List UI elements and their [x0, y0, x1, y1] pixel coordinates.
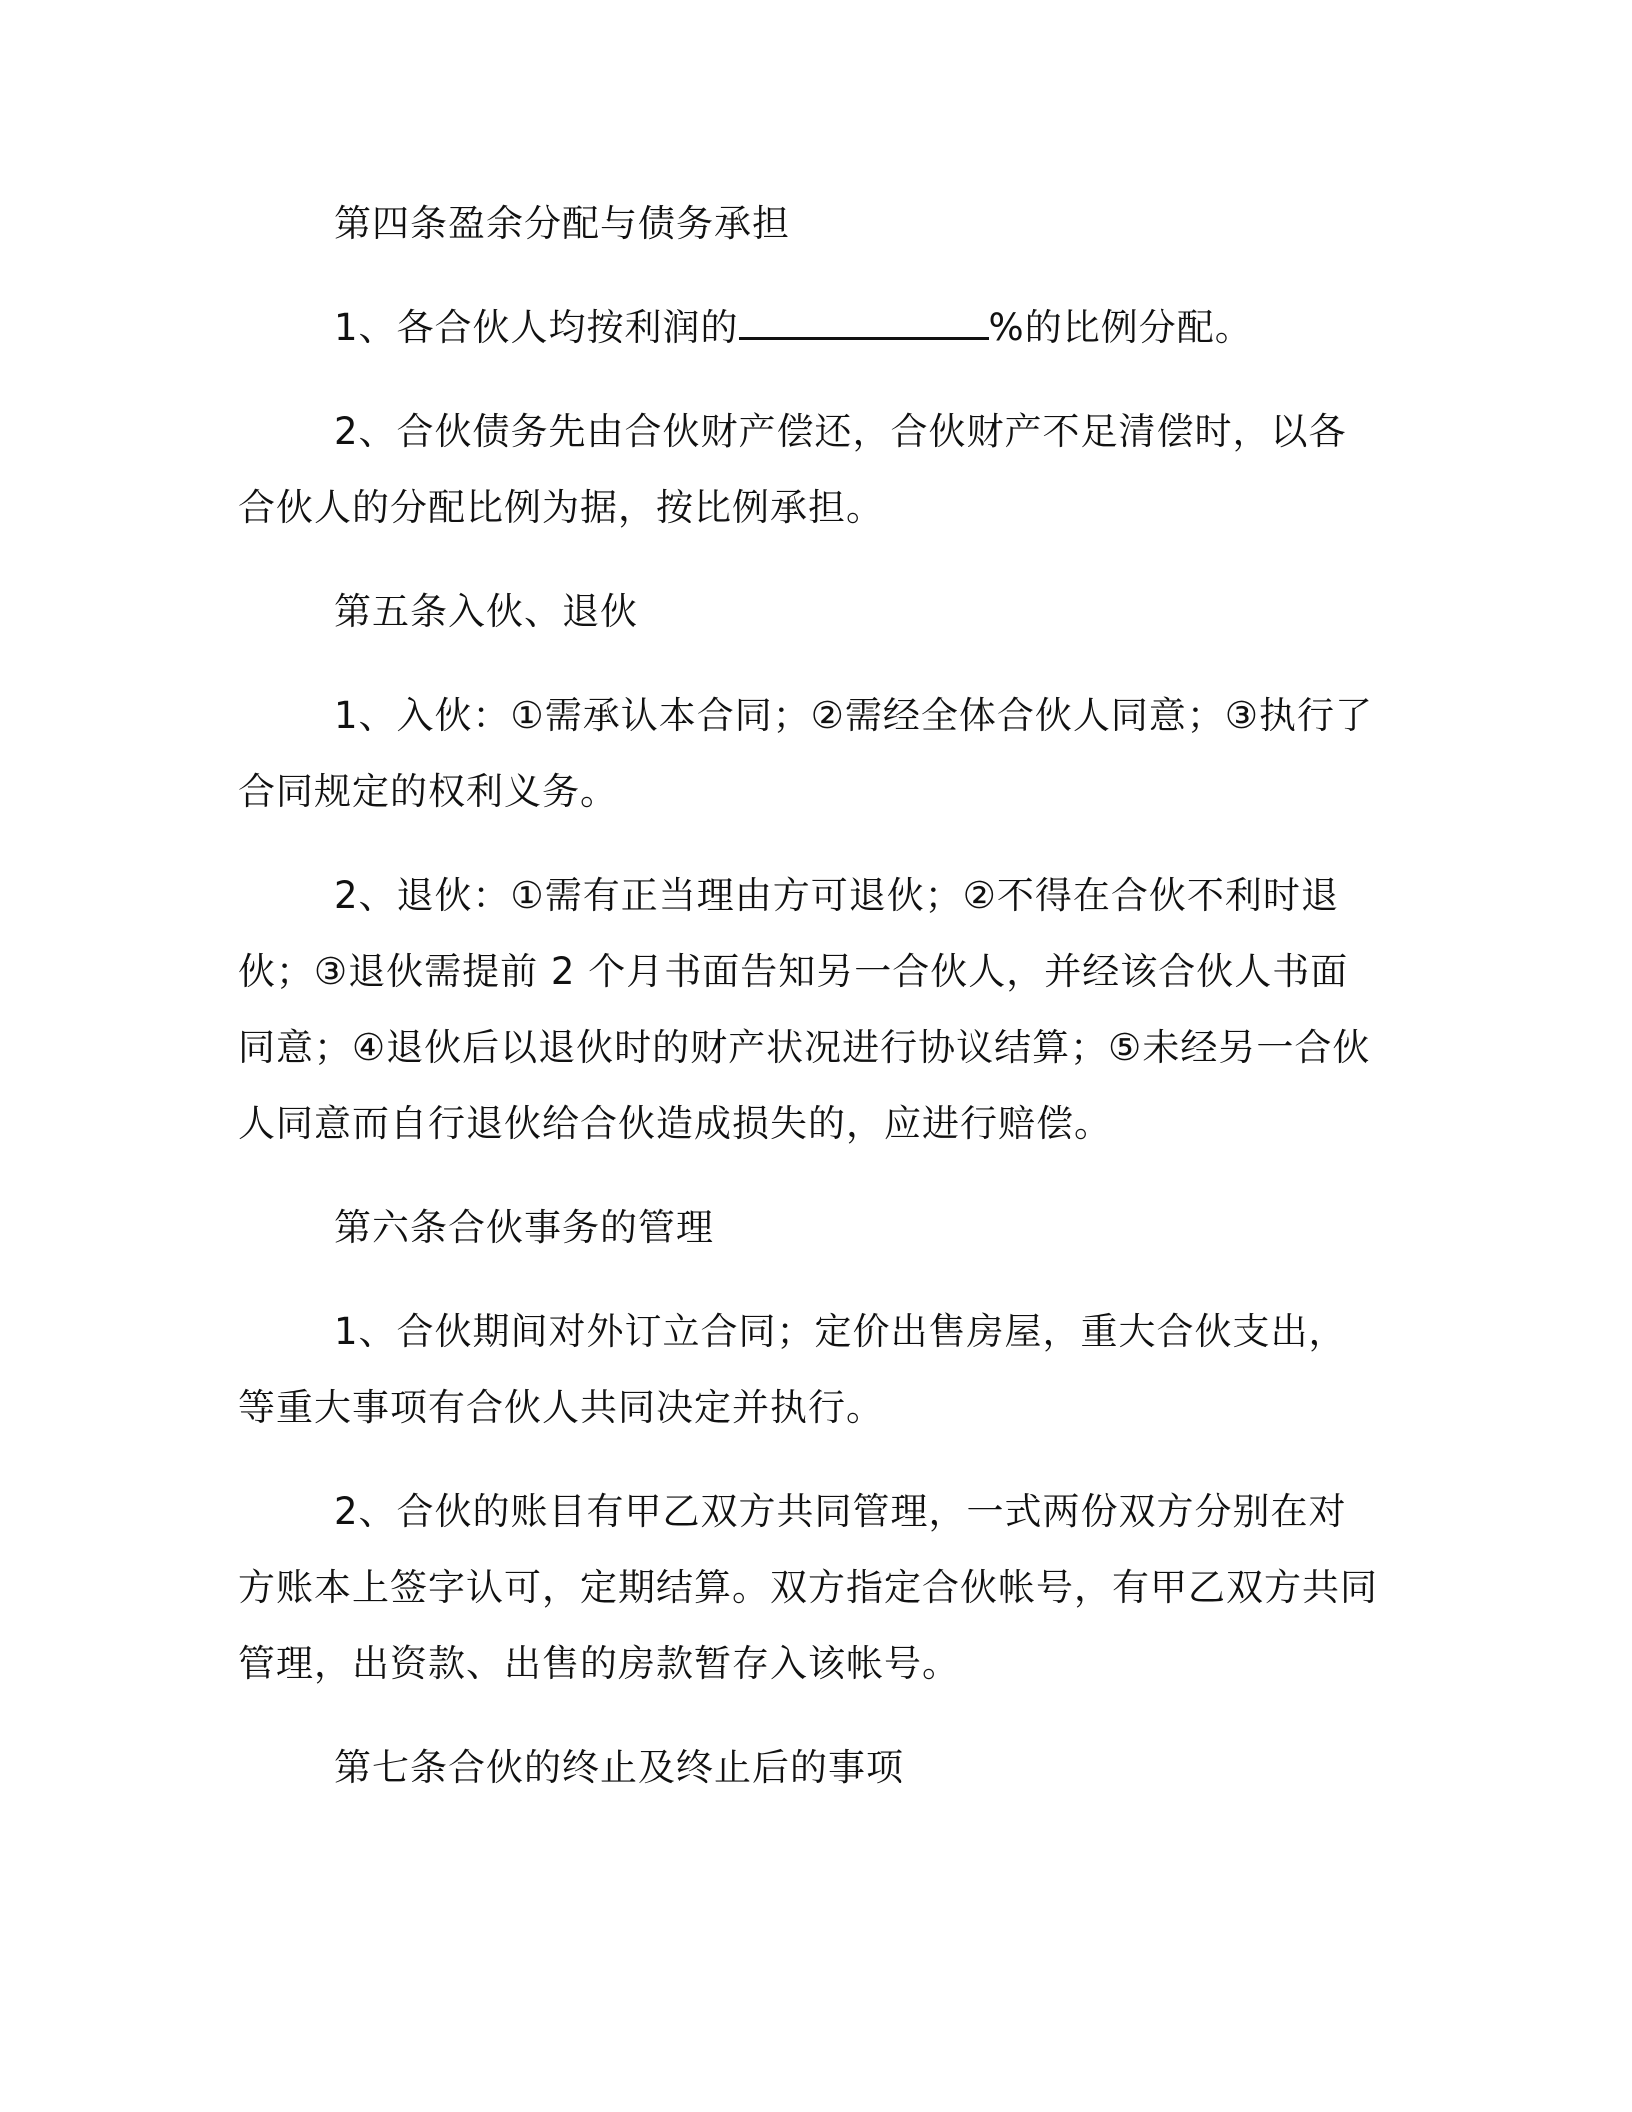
paragraph-joining-partnership: 1、入伙：①需承认本合同；②需经全体合伙人同意；③执行了合同规定的权利义务。	[238, 694, 1374, 813]
section-heading-article-6: 第六条合伙事务的管理	[334, 1206, 714, 1249]
profit-distribution-text-after-blank: %的比例分配。	[988, 306, 1253, 349]
profit-percentage-blank-field	[739, 309, 989, 340]
paragraph-withdrawing-partnership: 2、退伙：①需有正当理由方可退伙；②不得在合伙不利时退伙；③退伙需提前 2 个月书面告知另一合伙人，并经该合伙人书面同意；④退伙后以退伙时的财产状况进行协议结算；⑤未经另一合伙人同意而自行退伙给合伙造成损失的，应进行赔偿。	[238, 874, 1371, 1145]
paragraph-profit-distribution	[238, 290, 1384, 366]
profit-distribution-text-before-blank: 1、各合伙人均按利润的	[334, 306, 739, 349]
document-body	[238, 186, 1384, 1834]
paragraph-account-management: 2、合伙的账目有甲乙双方共同管理，一式两份双方分别在对方账本上签字认可，定期结算。双方指定合伙帐号，有甲乙双方共同管理，出资款、出售的房款暂存入该帐号。	[238, 1490, 1378, 1685]
paragraph-debt-liability: 2、合伙债务先由合伙财产偿还，合伙财产不足清偿时，以各合伙人的分配比例为据，按比例承担。	[238, 410, 1347, 529]
paragraph-major-matters: 1、合伙期间对外订立合同；定价出售房屋，重大合伙支出，等重大事项有合伙人共同决定并执行。	[238, 1310, 1347, 1429]
section-heading-article-5: 第五条入伙、退伙	[334, 590, 638, 633]
section-heading-article-7: 第七条合伙的终止及终止后的事项	[334, 1746, 904, 1789]
section-heading-article-4: 第四条盈余分配与债务承担	[334, 202, 790, 245]
